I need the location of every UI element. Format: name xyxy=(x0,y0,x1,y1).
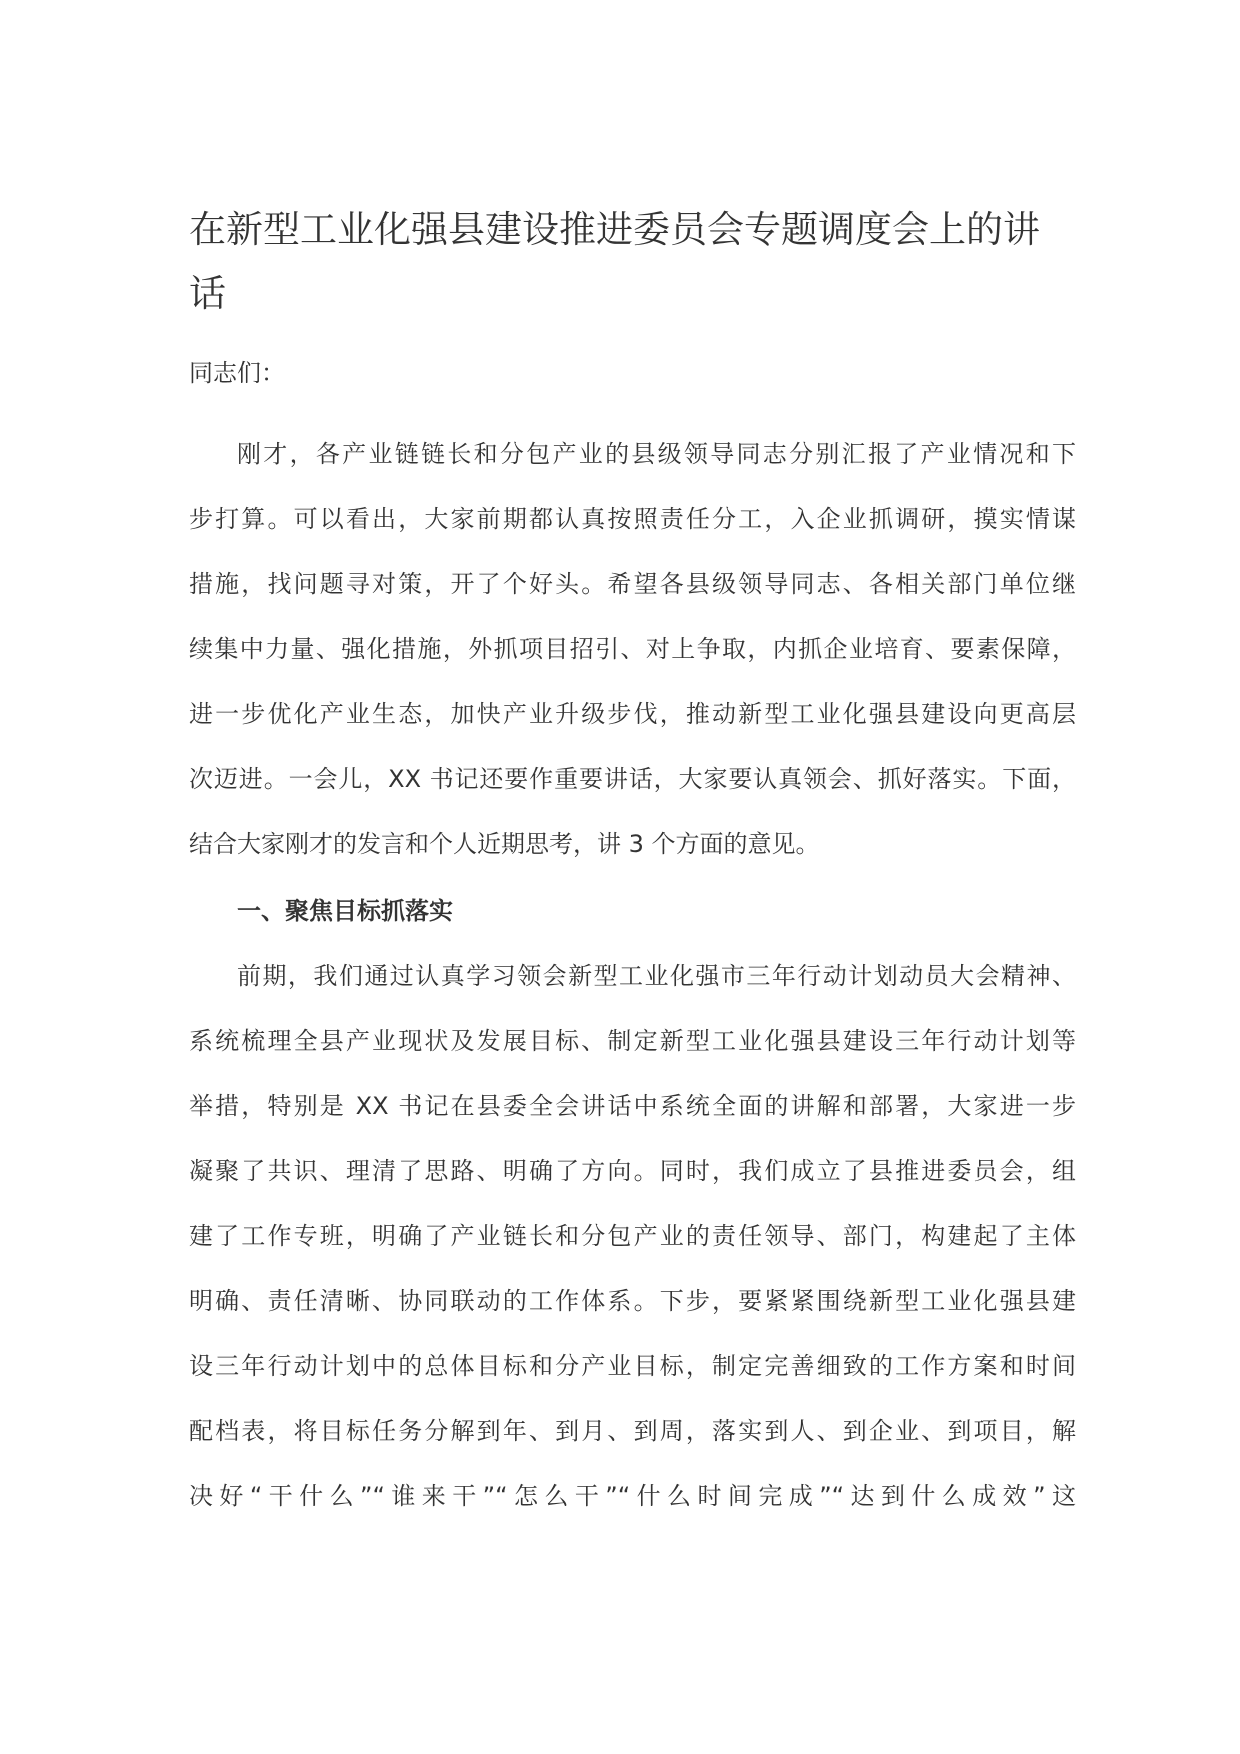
paragraph-line: 措施，找问题寻对策，开了个好头。希望各县级领导同志、各相关部门单位继 xyxy=(189,570,1076,598)
paragraph-line: 步打算。可以看出，大家前期都认真按照责任分工，入企业抓调研，摸实情谋 xyxy=(189,505,1076,533)
paragraph-line: 决好“干什么”“谁来干”“怎么干”“什么时间完成”“达到什么成效”这 xyxy=(189,1482,1076,1510)
paragraph-line: 建了工作专班，明确了产业链长和分包产业的责任领导、部门，构建起了主体 xyxy=(189,1222,1076,1250)
section-heading: 一、聚焦目标抓落实 xyxy=(237,897,453,925)
paragraph-line: 凝聚了共识、理清了思路、明确了方向。同时，我们成立了县推进委员会，组 xyxy=(189,1157,1076,1185)
document-body xyxy=(189,198,1076,1529)
document-title xyxy=(189,198,1076,326)
salutation: 同志们： xyxy=(189,359,285,387)
paragraph-line: 系统梳理全县产业现状及发展目标、制定新型工业化强县建设三年行动计划等 xyxy=(189,1027,1076,1055)
paragraph-line: 结合大家刚才的发言和个人近期思考，讲 3 个方面的意见。 xyxy=(189,830,820,858)
title-line: 话 xyxy=(189,272,226,315)
paragraph-section-1 xyxy=(189,944,1076,1529)
paragraph-line: 次迈进。一会儿，XX 书记还要作重要讲话，大家要认真领会、抓好落实。下面， xyxy=(189,765,1076,793)
paragraph-line: 前期，我们通过认真学习领会新型工业化强市三年行动计划动员大会精神、 xyxy=(237,962,1076,990)
paragraph-line: 配档表，将目标任务分解到年、到月、到周，落实到人、到企业、到项目，解 xyxy=(189,1417,1076,1445)
paragraph-line: 续集中力量、强化措施，外抓项目招引、对上争取，内抓企业培育、要素保障， xyxy=(189,635,1076,663)
title-line: 在新型工业化强县建设推进委员会专题调度会上的讲 xyxy=(189,208,1040,251)
paragraph-line: 明确、责任清晰、协同联动的工作体系。下步，要紧紧围绕新型工业化强县建 xyxy=(189,1287,1076,1315)
paragraph-intro xyxy=(189,422,1076,877)
paragraph-line: 进一步优化产业生态，加快产业升级步伐，推动新型工业化强县建设向更高层 xyxy=(189,700,1076,728)
paragraph-line: 刚才，各产业链链长和分包产业的县级领导同志分别汇报了产业情况和下 xyxy=(237,440,1076,468)
paragraph-line: 设三年行动计划中的总体目标和分产业目标，制定完善细致的工作方案和时间 xyxy=(189,1352,1076,1380)
paragraph-line: 举措，特别是 XX 书记在县委全会讲话中系统全面的讲解和部署，大家进一步 xyxy=(189,1092,1076,1120)
